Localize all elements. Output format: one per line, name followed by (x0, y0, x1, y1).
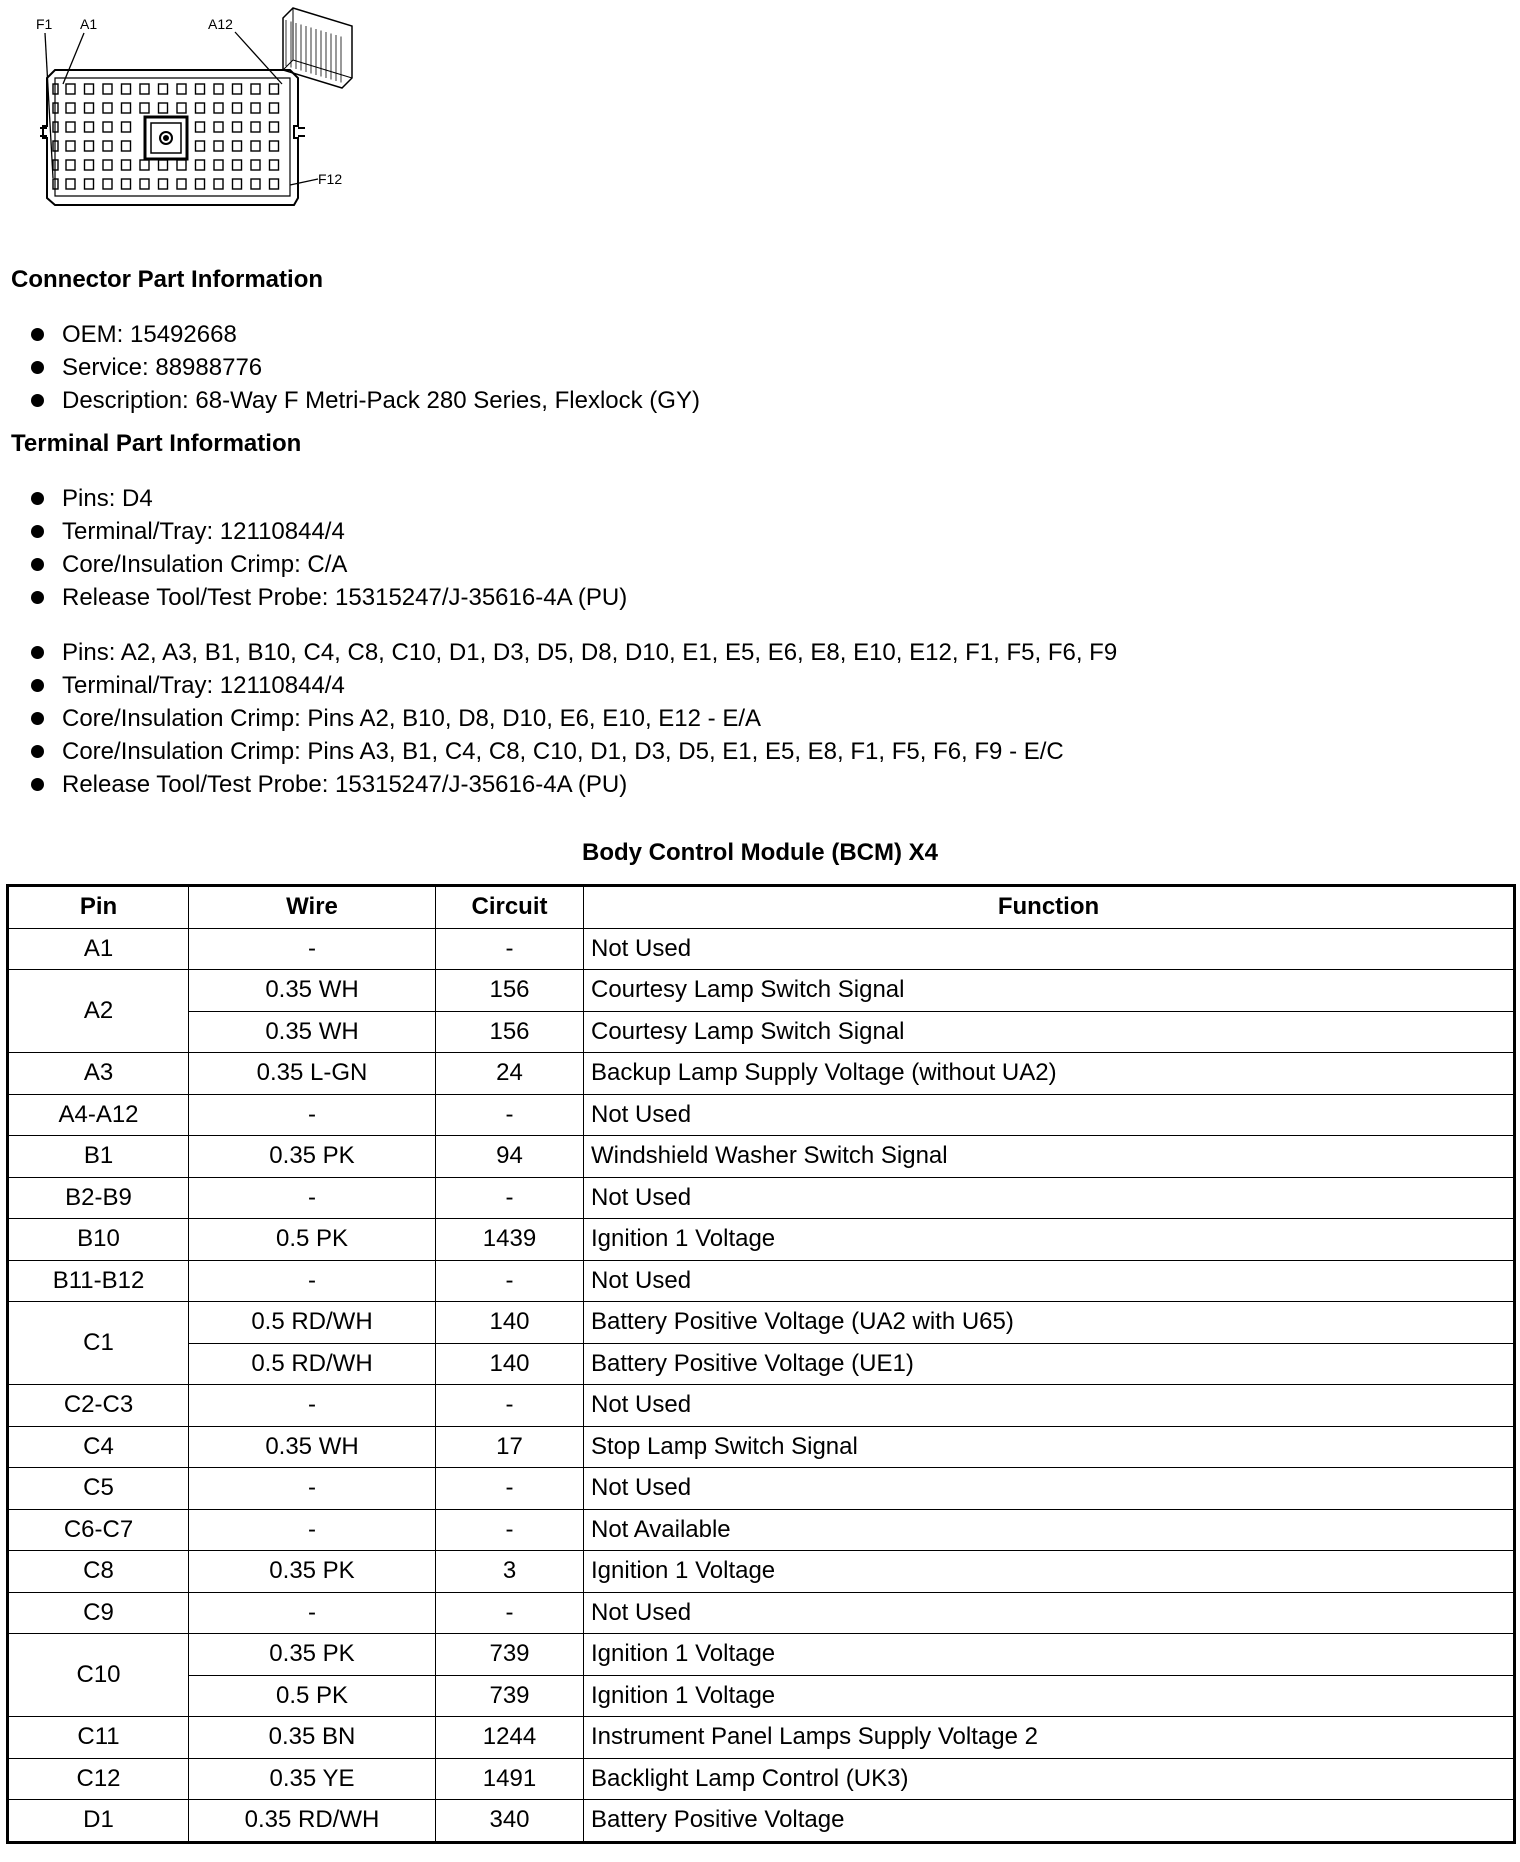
pin-table (6, 884, 1516, 1844)
table-row (8, 1302, 1515, 1344)
pin-cavity (103, 160, 112, 170)
pin-cavity (233, 84, 242, 94)
cell-function: Backup Lamp Supply Voltage (without UA2) (584, 1053, 1515, 1095)
pin-cavity (233, 122, 242, 132)
cell-function: Stop Lamp Switch Signal (584, 1426, 1515, 1468)
table-row (8, 1219, 1515, 1261)
cell-wire: - (189, 1592, 436, 1634)
cell-circuit: 340 (436, 1800, 584, 1843)
connector-info-list (28, 318, 700, 417)
cell-pin: C8 (8, 1551, 189, 1593)
connector-info-title: Connector Part Information (11, 266, 324, 293)
cell-wire: - (189, 1260, 436, 1302)
cell-pin: C4 (8, 1426, 189, 1468)
list-item (28, 735, 1117, 768)
cell-wire: - (189, 928, 436, 970)
table-row (8, 1758, 1515, 1800)
label-f12: F12 (318, 171, 343, 187)
table-row (8, 1468, 1515, 1510)
cell-pin: A2 (8, 970, 189, 1053)
bullet-icon (31, 525, 44, 538)
pin-cavity (159, 84, 168, 94)
list-item-text: OEM: 15492668 (62, 321, 237, 348)
list-item-text: Service: 88988776 (62, 354, 263, 381)
pin-cavity (85, 103, 94, 113)
pin-cavity (270, 103, 279, 113)
cell-pin: B10 (8, 1219, 189, 1261)
list-item-text: Pins: D4 (62, 485, 153, 512)
table-row (8, 1177, 1515, 1219)
cell-circuit: 156 (436, 970, 584, 1012)
pin-cavity (85, 179, 94, 189)
cell-circuit: - (436, 928, 584, 970)
pin-cavity (85, 141, 94, 151)
header-circuit: Circuit (436, 886, 584, 929)
pin-cavity (270, 179, 279, 189)
cell-pin: A4-A12 (8, 1094, 189, 1136)
pin-cavity (66, 84, 75, 94)
table-row (8, 1592, 1515, 1634)
pin-cavity (196, 84, 205, 94)
cell-function: Battery Positive Voltage (UE1) (584, 1343, 1515, 1385)
pin-cavity (85, 84, 94, 94)
cell-circuit: - (436, 1592, 584, 1634)
cell-wire: - (189, 1468, 436, 1510)
table-row (8, 1551, 1515, 1593)
cell-function: Not Available (584, 1509, 1515, 1551)
cell-function: Courtesy Lamp Switch Signal (584, 1011, 1515, 1053)
cell-circuit: - (436, 1468, 584, 1510)
pin-cavity (66, 141, 75, 151)
table-row (8, 1426, 1515, 1468)
bullet-icon (31, 712, 44, 725)
table-row (8, 970, 1515, 1012)
pin-cavity (251, 160, 260, 170)
pin-cavity (140, 179, 149, 189)
cell-function: Courtesy Lamp Switch Signal (584, 970, 1515, 1012)
list-item-text: Core/Insulation Crimp: Pins A2, B10, D8, D10, E6, E10, E12 - E/A (62, 705, 762, 732)
connector-diagram (0, 0, 360, 225)
cell-circuit: 24 (436, 1053, 584, 1095)
cell-pin: B2-B9 (8, 1177, 189, 1219)
pin-cavity (233, 160, 242, 170)
pin-cavity (177, 103, 186, 113)
cell-circuit: 739 (436, 1675, 584, 1717)
cell-wire: 0.5 PK (189, 1675, 436, 1717)
cell-wire: 0.5 RD/WH (189, 1343, 436, 1385)
pin-cavity (214, 84, 223, 94)
cell-pin: A3 (8, 1053, 189, 1095)
pin-cavity (103, 122, 112, 132)
pin-cavity (177, 160, 186, 170)
pin-cavity (233, 141, 242, 151)
cell-wire: 0.35 WH (189, 1011, 436, 1053)
cell-circuit: - (436, 1509, 584, 1551)
bullet-icon (31, 646, 44, 659)
pin-cavity (196, 160, 205, 170)
pin-cavity (122, 84, 131, 94)
pin-cavity (159, 103, 168, 113)
cell-wire: 0.35 BN (189, 1717, 436, 1759)
table-row (8, 1053, 1515, 1095)
cell-wire: 0.35 RD/WH (189, 1800, 436, 1843)
bullet-icon (31, 394, 44, 407)
pin-cavity (85, 160, 94, 170)
cell-function: Not Used (584, 1468, 1515, 1510)
bullet-icon (31, 558, 44, 571)
cell-function: Ignition 1 Voltage (584, 1551, 1515, 1593)
cell-wire: 0.35 L-GN (189, 1053, 436, 1095)
cell-circuit: - (436, 1385, 584, 1427)
pin-cavity (233, 179, 242, 189)
table-row (8, 1509, 1515, 1551)
pin-cavity (177, 84, 186, 94)
terminal-info-list-1 (28, 482, 627, 614)
list-item-text: Release Tool/Test Probe: 15315247/J-35616-4A (PU) (62, 771, 628, 798)
cell-wire: - (189, 1385, 436, 1427)
cell-pin: C10 (8, 1634, 189, 1717)
cell-circuit: - (436, 1260, 584, 1302)
cell-function: Battery Positive Voltage (584, 1800, 1515, 1843)
table-row (8, 1717, 1515, 1759)
cell-function: Battery Positive Voltage (UA2 with U65) (584, 1302, 1515, 1344)
pin-cavity (233, 103, 242, 113)
cell-wire: 0.35 PK (189, 1634, 436, 1676)
pin-cavity (103, 179, 112, 189)
list-item-text: Pins: A2, A3, B1, B10, C4, C8, C10, D1, D3, D5, D8, D10, E1, E5, E6, E8, E10, E12, F1, F5, F6, F9 (62, 639, 1118, 666)
header-function: Function (584, 886, 1515, 929)
cell-circuit: - (436, 1094, 584, 1136)
pin-cavity (214, 160, 223, 170)
header-wire: Wire (189, 886, 436, 929)
cell-circuit: 1244 (436, 1717, 584, 1759)
terminal-info-title: Terminal Part Information (11, 430, 302, 457)
pin-cavity (196, 141, 205, 151)
cell-function: Ignition 1 Voltage (584, 1675, 1515, 1717)
terminal-info-list-2 (28, 636, 1117, 801)
cell-function: Not Used (584, 1177, 1515, 1219)
cell-pin: A1 (8, 928, 189, 970)
label-a1: A1 (80, 16, 98, 32)
cell-function: Not Used (584, 1592, 1515, 1634)
table-row (8, 1800, 1515, 1843)
cell-wire: 0.35 PK (189, 1136, 436, 1178)
cell-circuit: 140 (436, 1302, 584, 1344)
cell-circuit: 739 (436, 1634, 584, 1676)
cell-wire: 0.35 YE (189, 1758, 436, 1800)
bullet-icon (31, 591, 44, 604)
cell-function: Ignition 1 Voltage (584, 1634, 1515, 1676)
pin-cavity (251, 141, 260, 151)
pin-cavity (270, 160, 279, 170)
table-row (8, 1634, 1515, 1676)
cell-wire: - (189, 1177, 436, 1219)
cell-wire: 0.5 RD/WH (189, 1302, 436, 1344)
pin-cavity (270, 122, 279, 132)
cell-pin: B11-B12 (8, 1260, 189, 1302)
bullet-icon (31, 778, 44, 791)
cell-function: Not Used (584, 1260, 1515, 1302)
list-item-text: Core/Insulation Crimp: Pins A3, B1, C4, C8, C10, D1, D3, D5, E1, E5, E8, F1, F5, F6, F9 - E/C (62, 738, 1064, 765)
list-item (28, 636, 1117, 669)
pin-cavity (140, 103, 149, 113)
list-item (28, 482, 627, 515)
table-row (8, 1011, 1515, 1053)
list-item (28, 669, 1117, 702)
bullet-icon (31, 328, 44, 341)
list-item-text: Core/Insulation Crimp: C/A (62, 551, 348, 578)
pin-cavity (122, 122, 131, 132)
pin-cavity (122, 160, 131, 170)
pin-cavity (196, 179, 205, 189)
connector-iso-icon (283, 8, 352, 88)
pin-cavity (85, 122, 94, 132)
list-item-text: Terminal/Tray: 12110844/4 (62, 672, 345, 699)
pin-cavity (214, 179, 223, 189)
cell-wire: 0.5 PK (189, 1219, 436, 1261)
pin-cavity (103, 141, 112, 151)
pin-cavity (159, 179, 168, 189)
list-item-text: Description: 68-Way F Metri-Pack 280 Series, Flexlock (GY) (62, 387, 700, 414)
pin-cavity (66, 179, 75, 189)
bullet-icon (31, 361, 44, 374)
cell-function: Instrument Panel Lamps Supply Voltage 2 (584, 1717, 1515, 1759)
cell-pin: C1 (8, 1302, 189, 1385)
pin-cavity (66, 122, 75, 132)
list-item (28, 702, 1117, 735)
pin-cavity (270, 84, 279, 94)
list-item (28, 384, 700, 417)
cell-function: Windshield Washer Switch Signal (584, 1136, 1515, 1178)
cell-pin: C6-C7 (8, 1509, 189, 1551)
cell-circuit: 17 (436, 1426, 584, 1468)
pin-cavity (122, 103, 131, 113)
cell-pin: C5 (8, 1468, 189, 1510)
pin-cavity (251, 179, 260, 189)
table-row (8, 1260, 1515, 1302)
cell-function: Not Used (584, 1094, 1515, 1136)
pin-cavity (159, 160, 168, 170)
pin-cavity (214, 141, 223, 151)
pin-cavity (66, 160, 75, 170)
cell-function: Not Used (584, 1385, 1515, 1427)
table-row (8, 1094, 1515, 1136)
cell-circuit: 1439 (436, 1219, 584, 1261)
cell-circuit: - (436, 1177, 584, 1219)
pin-cavity (251, 122, 260, 132)
table-title: Body Control Module (BCM) X4 (582, 839, 938, 866)
list-item-text: Terminal/Tray: 12110844/4 (62, 518, 345, 545)
cell-circuit: 3 (436, 1551, 584, 1593)
label-f1: F1 (36, 16, 53, 32)
cell-wire: - (189, 1094, 436, 1136)
pin-cavity (140, 84, 149, 94)
cell-circuit: 1491 (436, 1758, 584, 1800)
header-pin: Pin (8, 886, 189, 929)
cell-function: Backlight Lamp Control (UK3) (584, 1758, 1515, 1800)
cell-function: Ignition 1 Voltage (584, 1219, 1515, 1261)
label-a12: A12 (208, 16, 233, 32)
list-item (28, 768, 1117, 801)
cell-function: Not Used (584, 928, 1515, 970)
list-item (28, 581, 627, 614)
table-row (8, 1675, 1515, 1717)
cell-circuit: 94 (436, 1136, 584, 1178)
pin-cavity (196, 103, 205, 113)
cell-wire: - (189, 1509, 436, 1551)
pin-cavity (140, 160, 149, 170)
pin-cavity (214, 103, 223, 113)
table-row (8, 1343, 1515, 1385)
table-header-row (8, 886, 1515, 929)
pin-cavity (122, 141, 131, 151)
cell-pin: C2-C3 (8, 1385, 189, 1427)
pin-cavity (251, 84, 260, 94)
pin-cavity (103, 103, 112, 113)
table-row (8, 1385, 1515, 1427)
pin-cavity (66, 103, 75, 113)
bullet-icon (31, 745, 44, 758)
cell-pin: C11 (8, 1717, 189, 1759)
table-row (8, 1136, 1515, 1178)
bullet-icon (31, 492, 44, 505)
cell-circuit: 156 (436, 1011, 584, 1053)
cell-circuit: 140 (436, 1343, 584, 1385)
pin-cavity (103, 84, 112, 94)
list-item (28, 351, 700, 384)
table-row (8, 928, 1515, 970)
cell-wire: 0.35 WH (189, 1426, 436, 1468)
bullet-icon (31, 679, 44, 692)
cell-pin: C12 (8, 1758, 189, 1800)
cell-pin: C9 (8, 1592, 189, 1634)
list-item (28, 318, 700, 351)
cell-wire: 0.35 WH (189, 970, 436, 1012)
pin-cavity (196, 122, 205, 132)
pin-cavity (214, 122, 223, 132)
list-item (28, 548, 627, 581)
cell-pin: B1 (8, 1136, 189, 1178)
pin-cavity (122, 179, 131, 189)
pin-cavity (270, 141, 279, 151)
cell-wire: 0.35 PK (189, 1551, 436, 1593)
cell-pin: D1 (8, 1800, 189, 1843)
pin-cavity (251, 103, 260, 113)
pin-cavity (177, 179, 186, 189)
list-item-text: Release Tool/Test Probe: 15315247/J-35616-4A (PU) (62, 584, 628, 611)
list-item (28, 515, 627, 548)
